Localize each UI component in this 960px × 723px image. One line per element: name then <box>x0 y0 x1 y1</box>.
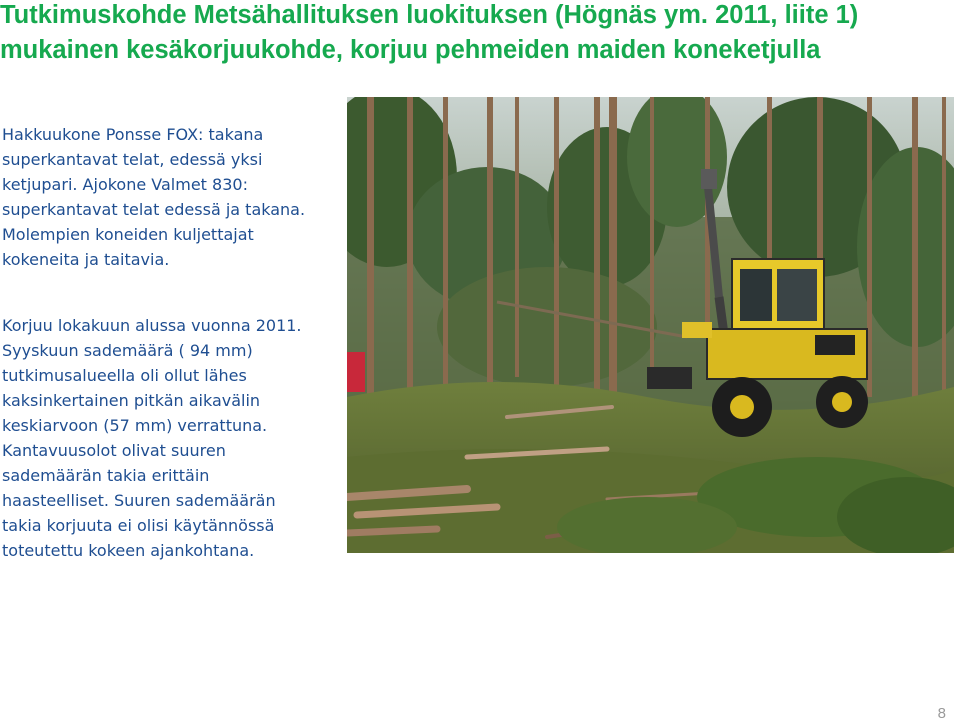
text-line: ketjupari. Ajokone Valmet 830: <box>2 175 248 194</box>
text-line: sademäärän takia erittäin <box>2 466 210 485</box>
text-line: takia korjuuta ei olisi käytännössä <box>2 516 275 535</box>
text-line: haasteelliset. Suuren sademäärän <box>2 491 276 510</box>
slide-title <box>0 0 960 68</box>
text-line: kaksinkertainen pitkän aikavälin <box>2 391 261 410</box>
text-line: tutkimusalueella oli ollut lähes <box>2 366 247 385</box>
text-line: Korjuu lokakuun alussa vuonna 2011. <box>2 316 302 335</box>
title-line-2: mukainen kesäkorjuukohde, korjuu pehmeiden maiden koneketjulla <box>0 36 821 64</box>
text-line: Syyskuun sademäärä ( 94 mm) <box>2 341 253 360</box>
machine-description <box>2 122 342 272</box>
text-line: Kantavuusolot olivat suuren <box>2 441 226 460</box>
text-line: Molempien koneiden kuljettajat <box>2 225 254 244</box>
harvest-conditions-description <box>2 313 342 563</box>
text-line: superkantavat telat, edessä yksi <box>2 150 263 169</box>
text-line: Hakkuukone Ponsse FOX: takana <box>2 125 264 144</box>
page-number: 8 <box>937 705 946 722</box>
text-line: keskiarvoon (57 mm) verrattuna. <box>2 416 268 435</box>
text-line: kokeneita ja taitavia. <box>2 250 170 269</box>
forest-harvester-photo <box>347 97 954 553</box>
text-line: toteutettu kokeen ajankohtana. <box>2 541 255 560</box>
text-line: superkantavat telat edessä ja takana. <box>2 200 306 219</box>
title-line-1: Tutkimuskohde Metsähallituksen luokituksen (Högnäs ym. 2011, liite 1) <box>0 1 859 29</box>
